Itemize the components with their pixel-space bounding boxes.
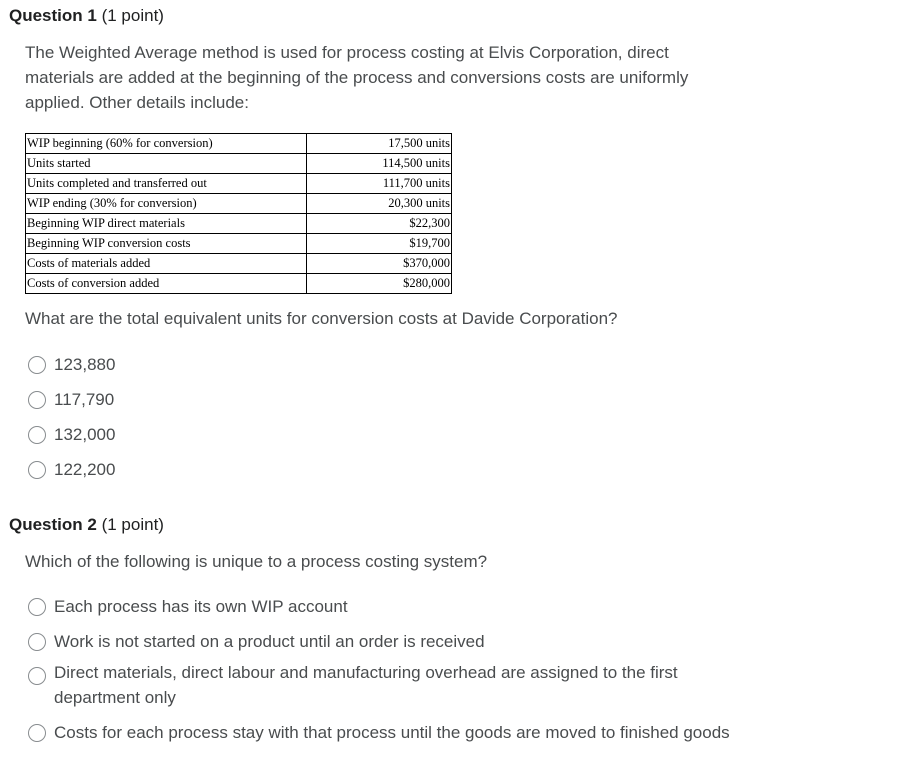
table-row-value: 20,300 units	[307, 194, 452, 214]
question-1-points: (1 point)	[101, 6, 164, 25]
table-row-label: Beginning WIP conversion costs	[26, 234, 307, 254]
question-2-text: Which of the following is unique to a process costing system?	[25, 552, 488, 571]
radio-button[interactable]	[28, 598, 46, 616]
radio-button[interactable]	[28, 426, 46, 444]
question-2-title	[9, 515, 164, 535]
answer-option-label: Costs for each process stay with that process until the goods are moved to finished goods	[54, 723, 730, 742]
answer-option-label: 122,200	[54, 460, 116, 479]
table-row	[26, 194, 452, 214]
table-row	[26, 254, 452, 274]
question-1-intro: The Weighted Average method is used for process costing at Elvis Corporation, direct materials are added at the beginning of the process and conversions costs are uniformly applied. Other details include:	[25, 43, 689, 112]
table-row	[26, 174, 452, 194]
radio-button[interactable]	[28, 667, 46, 685]
answer-option[interactable]	[28, 660, 748, 720]
table-row-value: $22,300	[307, 214, 452, 234]
table-row-label: Units completed and transferred out	[26, 174, 307, 194]
question-1-options	[28, 352, 115, 492]
table-row	[26, 234, 452, 254]
answer-option[interactable]	[28, 629, 748, 660]
table-row	[26, 154, 452, 174]
answer-option-label: Direct materials, direct labour and manufacturing overhead are assigned to the first department only	[54, 663, 678, 707]
answer-option[interactable]	[28, 720, 748, 755]
answer-option-label: 117,790	[54, 390, 115, 409]
table-row-value: $19,700	[307, 234, 452, 254]
table-row-label: Units started	[26, 154, 307, 174]
answer-option-label: 123,880	[54, 355, 116, 374]
table-row	[26, 274, 452, 294]
radio-button[interactable]	[28, 356, 46, 374]
question-2-points: (1 point)	[101, 515, 164, 534]
question-1-text: What are the total equivalent units for conversion costs at Davide Corporation?	[25, 309, 618, 328]
table-row	[26, 214, 452, 234]
answer-option-label: Work is not started on a product until an order is received	[54, 632, 485, 651]
answer-option[interactable]	[28, 457, 115, 492]
answer-option-label: Each process has its own WIP account	[54, 597, 348, 616]
table-row	[26, 134, 452, 154]
question-2-options	[28, 594, 748, 755]
table-row-value: $280,000	[307, 274, 452, 294]
table-row-value: 114,500 units	[307, 154, 452, 174]
table-row-value: 111,700 units	[307, 174, 452, 194]
radio-button[interactable]	[28, 391, 46, 409]
answer-option[interactable]	[28, 352, 115, 387]
radio-button[interactable]	[28, 461, 46, 479]
answer-option[interactable]	[28, 422, 115, 457]
answer-option[interactable]	[28, 594, 748, 629]
radio-button[interactable]	[28, 633, 46, 651]
table-row-label: Beginning WIP direct materials	[26, 214, 307, 234]
radio-button[interactable]	[28, 724, 46, 742]
question-2-number: Question 2	[9, 515, 97, 534]
table-row-label: Costs of conversion added	[26, 274, 307, 294]
question-1-number: Question 1	[9, 6, 97, 25]
table-row-label: WIP ending (30% for conversion)	[26, 194, 307, 214]
table-row-value: 17,500 units	[307, 134, 452, 154]
cost-data-table	[25, 133, 452, 294]
table-row-value: $370,000	[307, 254, 452, 274]
answer-option-label: 132,000	[54, 425, 116, 444]
answer-option[interactable]	[28, 387, 115, 422]
table-row-label: Costs of materials added	[26, 254, 307, 274]
table-row-label: WIP beginning (60% for conversion)	[26, 134, 307, 154]
question-1-title	[9, 6, 164, 26]
